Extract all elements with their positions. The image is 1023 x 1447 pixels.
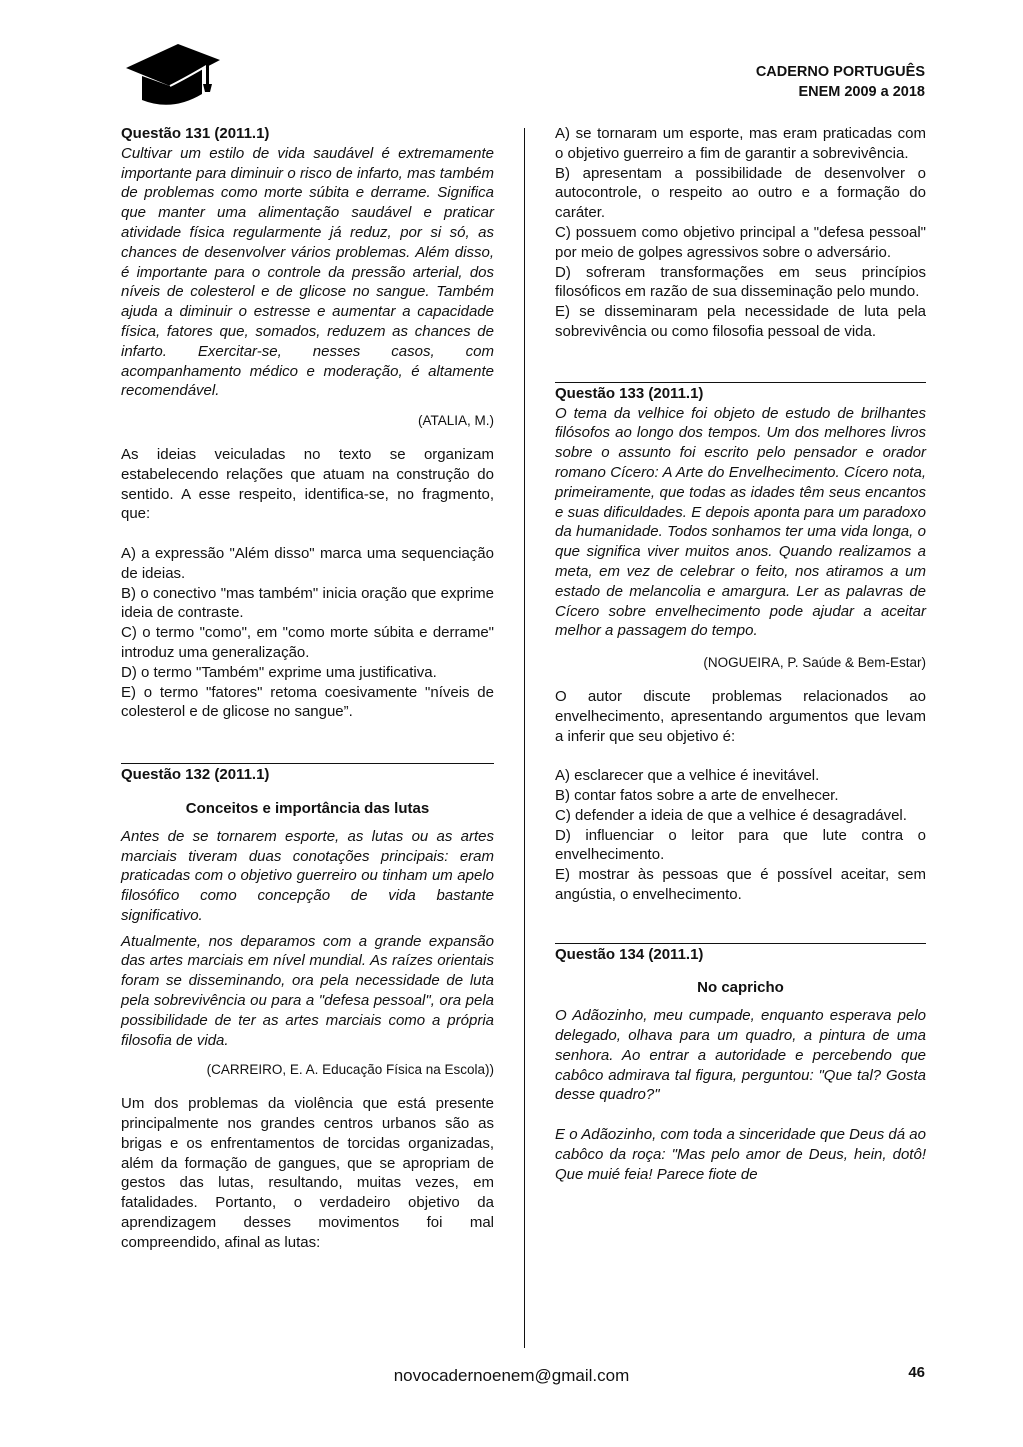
option-a: A) se tornaram um esporte, mas eram praticadas com o objetivo guerreiro a fim de garantir a sobrevivência. (555, 125, 926, 162)
question-131 (121, 124, 494, 722)
option-c: C) o termo "como", em "como morte súbita e derrame" introduz uma generalização. (121, 624, 494, 661)
question-text-2: Atualmente, nos deparamos com a grande expansão das artes marciais em nível mundial. As raízes orientais foram se disseminando, ora pela necessidade de luta pela sobrevivência ou para a "defesa pessoal", ora pela possibilidade de ter as artes marciais como a própria filosofia de vida. (121, 932, 494, 1049)
option-a: A) esclarecer que a velhice é inevitável. (555, 767, 820, 785)
question-title: Questão 133 (2011.1) (555, 384, 704, 402)
option-b: B) apresentam a possibilidade de desenvolver o autocontrole, o respeito ao outro e a formação do caráter. (555, 164, 926, 222)
question-title: Questão 134 (2011.1) (555, 945, 704, 963)
option-b: B) o conectivo "mas também" inicia oração que exprime ideia de contraste. (121, 584, 494, 622)
header-title-line2: ENEM 2009 a 2018 (798, 84, 925, 100)
page-number: 46 (908, 1364, 925, 1381)
section-rule (121, 763, 494, 764)
question-133 (555, 384, 926, 905)
section-rule (555, 382, 926, 383)
column-divider (524, 128, 525, 1348)
question-132 (121, 765, 494, 1253)
option-c: C) defender a ideia de que a velhice é desagradável. (555, 806, 907, 824)
footer-email: novocadernoenem@gmail.com (393, 1366, 630, 1385)
section-rule (555, 943, 926, 944)
question-132-options (555, 124, 926, 342)
option-c: C) possuem como objetivo principal a "defesa pessoal" por meio de golpes agressivos sobre o adversário. (555, 223, 926, 261)
question-text-1: O Adãozinho, meu cumpade, enquanto esperava pelo delegado, olhava para um quadro, a pintura de uma senhora. Ao entrar a autoridade e percebendo que cabôco admirava tal figura, perguntou: "Que tal? Gosta desse quadro?" (555, 1007, 926, 1104)
question-text: Cultivar um estilo de vida saudável é extremamente importante para diminuir o risco de infarto, mas também de problemas como morte súbita e derrame. Significa que manter uma alimentação saudável e praticar atividade física regularmente já reduz, por si só, as chances de desenvolver vários problemas. Além disso, é importante para o controle da pressão arterial, dos níveis de colesterol e de glicose no sangue. Também ajuda a diminuir o estresse e aumentar a capacidade física, fatores que, somados, reduzem as chances de infarto. Exercitar-se, nesses casos, com acompanhamento médico e moderação, é altamente recomendável. (121, 144, 494, 400)
question-prompt: Um dos problemas da violência que está presente principalmente nos grandes centros urbanos são as brigas e os enfrentamentos de torcidas organizadas, além da formação de gangues, que se apropriam de gestos das lutas, resultando, muitas vezes, em fatalidades. Portanto, o verdadeiro objetivo da aprendizagem desses movimentos foi mal compreendido, afinal as lutas: (121, 1095, 494, 1251)
question-text-2: E o Adãozinho, com toda a sinceridade que Deus dá ao cabôco da roça: "Mas pelo amor de Deus, hein, dotô! Que muié feia! Parece fiote de (555, 1126, 926, 1183)
question-subtitle: No capricho (697, 979, 784, 997)
question-title: Questão 131 (2011.1) (121, 125, 270, 142)
question-source: (NOGUEIRA, P. Saúde & Bem-Estar) (703, 655, 926, 671)
option-d: D) influenciar o leitor para que lute contra o envelhecimento. (555, 826, 926, 864)
question-source: (CARREIRO, E. A. Educação Física na Escola)) (206, 1062, 494, 1078)
right-column (555, 124, 926, 1184)
option-d: D) sofreram transformações em seus princípios filosóficos em razão de sua disseminação pelo mundo. (555, 263, 926, 301)
question-prompt: As ideias veiculadas no texto se organizam estabelecendo relações que atuam na construção do sentido. A esse respeito, identifica-se, no fragmento, que: (121, 445, 494, 523)
question-134 (555, 945, 926, 1185)
graduation-cap-icon (124, 38, 222, 108)
option-e: E) o termo "fatores" retoma coesivamente "níveis de colesterol e de glicose no sangue”. (121, 683, 494, 721)
header-title-line1: CADERNO PORTUGUÊS (755, 64, 925, 80)
question-title: Questão 132 (2011.1) (121, 766, 270, 784)
question-text-1: Antes de se tornarem esporte, as lutas ou as artes marciais tiveram duas conotações principais: eram praticadas com o objetivo guerreiro ou tinham um apelo filosófico como concepção de vida bastante significativo. (121, 827, 494, 924)
option-a: A) a expressão "Além disso" marca uma sequenciação de ideias. (121, 544, 494, 582)
question-source: (ATALIA, M.) (417, 413, 494, 429)
question-prompt: O autor discute problemas relacionados ao envelhecimento, apresentando argumentos que levam a inferir que seu objetivo é: (555, 687, 926, 745)
question-subtitle: Conceitos e importância das lutas (185, 799, 430, 817)
option-e: E) se disseminaram pela necessidade de luta pela sobrevivência ou como filosofia pessoal de vida. (555, 303, 926, 340)
option-b: B) contar fatos sobre a arte de envelhecer. (555, 786, 839, 804)
document-header (756, 62, 925, 102)
option-e: E) mostrar às pessoas que é possível aceitar, sem angústia, o envelhecimento. (555, 866, 926, 903)
option-d: D) o termo "Também" exprime uma justificativa. (121, 663, 437, 681)
question-text: O tema da velhice foi objeto de estudo de brilhantes filósofos ao longo dos tempos. Um dos melhores livros sobre o assunto foi escrito pelo pensador e orador romano Cícero: A Arte do Envelhecimento. Cícero nota, primeiramente, que todas as idades têm seus encantos e suas dificuldades. E depois aponta para um paradoxo da humanidade. Todos sonhamos ter uma vida longa, o que significa viver muitos anos. Quando realizamos a meta, em vez de celebrar o feito, nos atiramos a um estado de melancolia e amargura. Ler as palavras de Cícero sobre envelhecimento pode ajudar a aceitar melhor a passagem do tempo. (555, 404, 926, 640)
left-column (121, 124, 494, 1253)
